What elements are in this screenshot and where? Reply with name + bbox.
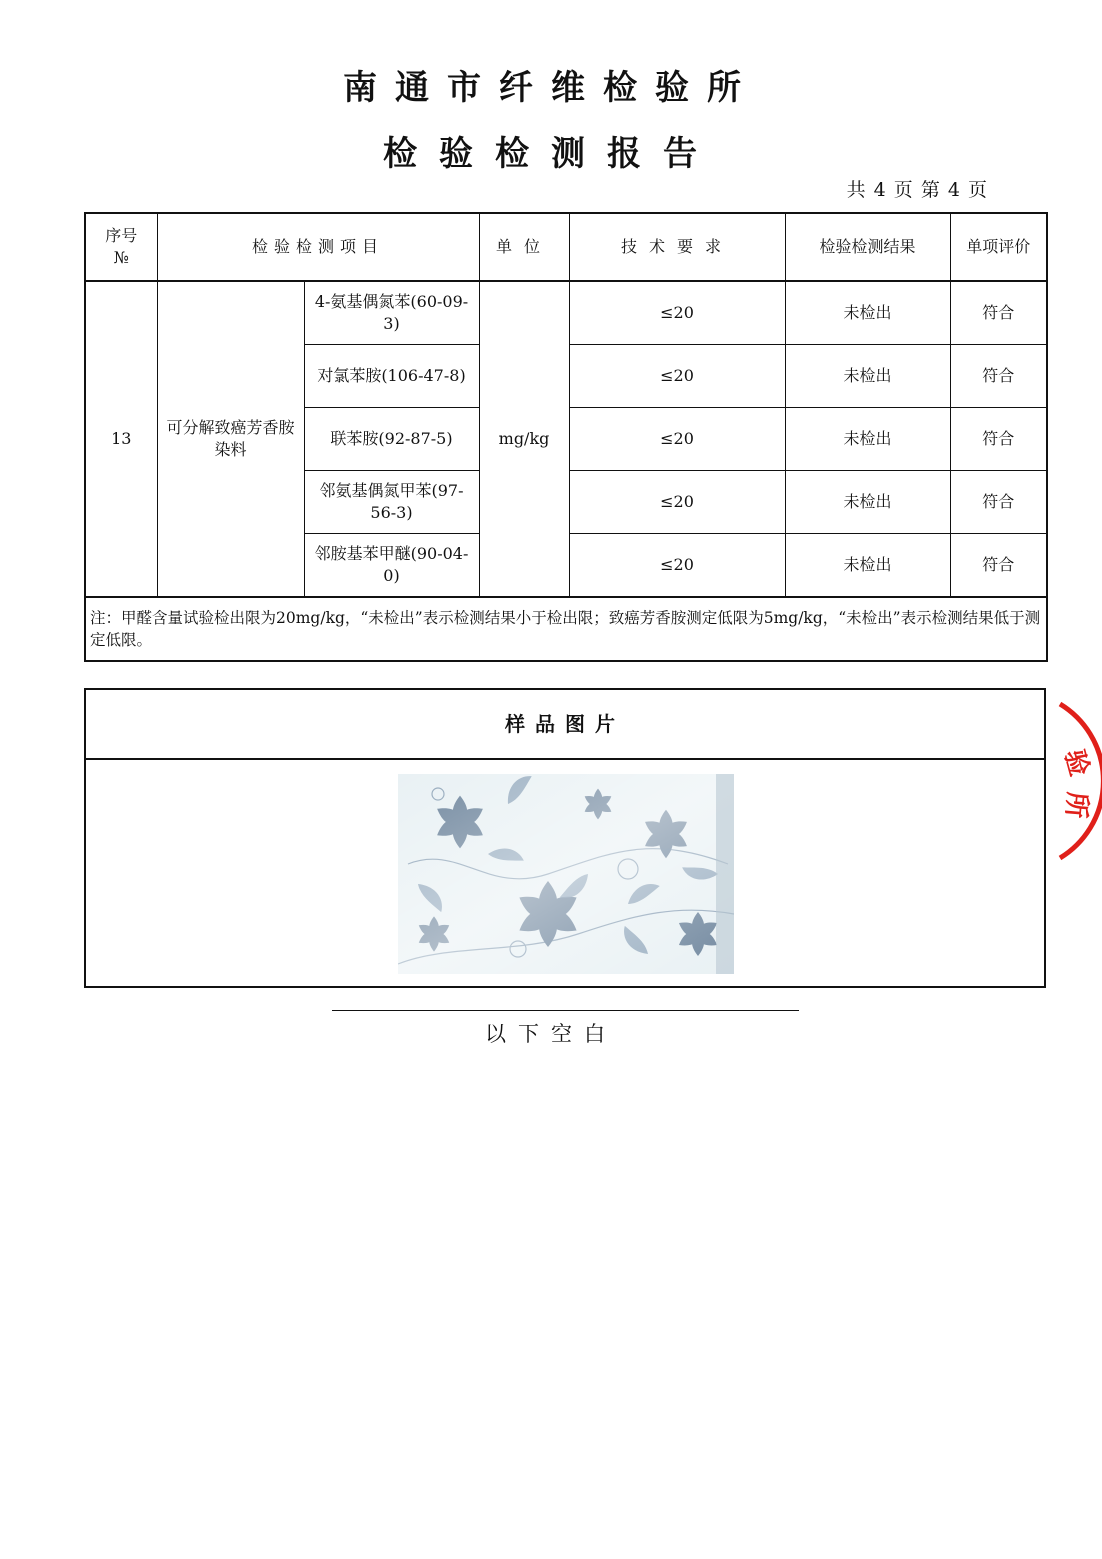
test-results-table <box>84 212 1048 662</box>
result-value: 未检出 <box>785 281 950 345</box>
seq-number: 13 <box>85 281 157 597</box>
sample-section <box>84 688 1046 988</box>
requirement-value: ≤20 <box>569 408 785 471</box>
evaluation-value: 符合 <box>950 281 1047 345</box>
note-row <box>85 597 1047 661</box>
result-value: 未检出 <box>785 471 950 534</box>
header-requirement: 技术要求 <box>569 213 785 281</box>
header-test-item: 检验检测项目 <box>157 213 479 281</box>
result-value: 未检出 <box>785 345 950 408</box>
report-title: 检验检测报告 <box>383 134 719 174</box>
substance-name: 邻胺基苯甲醚(90-04-0) <box>304 534 479 598</box>
end-divider-line <box>332 1010 799 1011</box>
header-result: 检验检测结果 <box>785 213 950 281</box>
header-seq-label: 序号 <box>105 226 138 245</box>
requirement-value: ≤20 <box>569 345 785 408</box>
requirement-value: ≤20 <box>569 281 785 345</box>
table-header-row <box>85 213 1047 281</box>
header-seq <box>85 213 157 281</box>
svg-text:所: 所 <box>1059 790 1092 820</box>
requirement-value: ≤20 <box>569 471 785 534</box>
blank-below-text: 以下空白 <box>485 1022 617 1046</box>
requirement-value: ≤20 <box>569 534 785 598</box>
evaluation-value: 符合 <box>950 471 1047 534</box>
sample-fabric-photo <box>398 774 734 974</box>
table-note: 注：甲醛含量试验检出限为20mg/kg，“未检出”表示检测结果小于检出限；致癌芳香胺测定低限为5mg/kg，“未检出”表示检测结果低于测定低限。 <box>85 597 1047 661</box>
evaluation-value: 符合 <box>950 345 1047 408</box>
page-count: 共 4 页 第 4 页 <box>846 179 988 201</box>
sample-heading: 样品图片 <box>86 690 1044 760</box>
evaluation-value: 符合 <box>950 408 1047 471</box>
substance-name: 4-氨基偶氮苯(60-09-3) <box>304 281 479 345</box>
result-value: 未检出 <box>785 534 950 598</box>
substance-name: 对氯苯胺(106-47-8) <box>304 345 479 408</box>
header-unit: 单位 <box>479 213 569 281</box>
substance-name: 联苯胺(92-87-5) <box>304 408 479 471</box>
organization-title: 南通市纤维检验所 <box>343 68 759 108</box>
red-seal-stamp <box>1058 690 1102 865</box>
svg-text:验: 验 <box>1058 746 1095 780</box>
unit-value: mg/kg <box>479 281 569 597</box>
table-row <box>85 281 1047 345</box>
evaluation-value: 符合 <box>950 534 1047 598</box>
test-category: 可分解致癌芳香胺染料 <box>157 281 304 597</box>
substance-name: 邻氨基偶氮甲苯(97-56-3) <box>304 471 479 534</box>
header-evaluation: 单项评价 <box>950 213 1047 281</box>
header-seq-number-sign: № <box>113 248 129 267</box>
result-value: 未检出 <box>785 408 950 471</box>
